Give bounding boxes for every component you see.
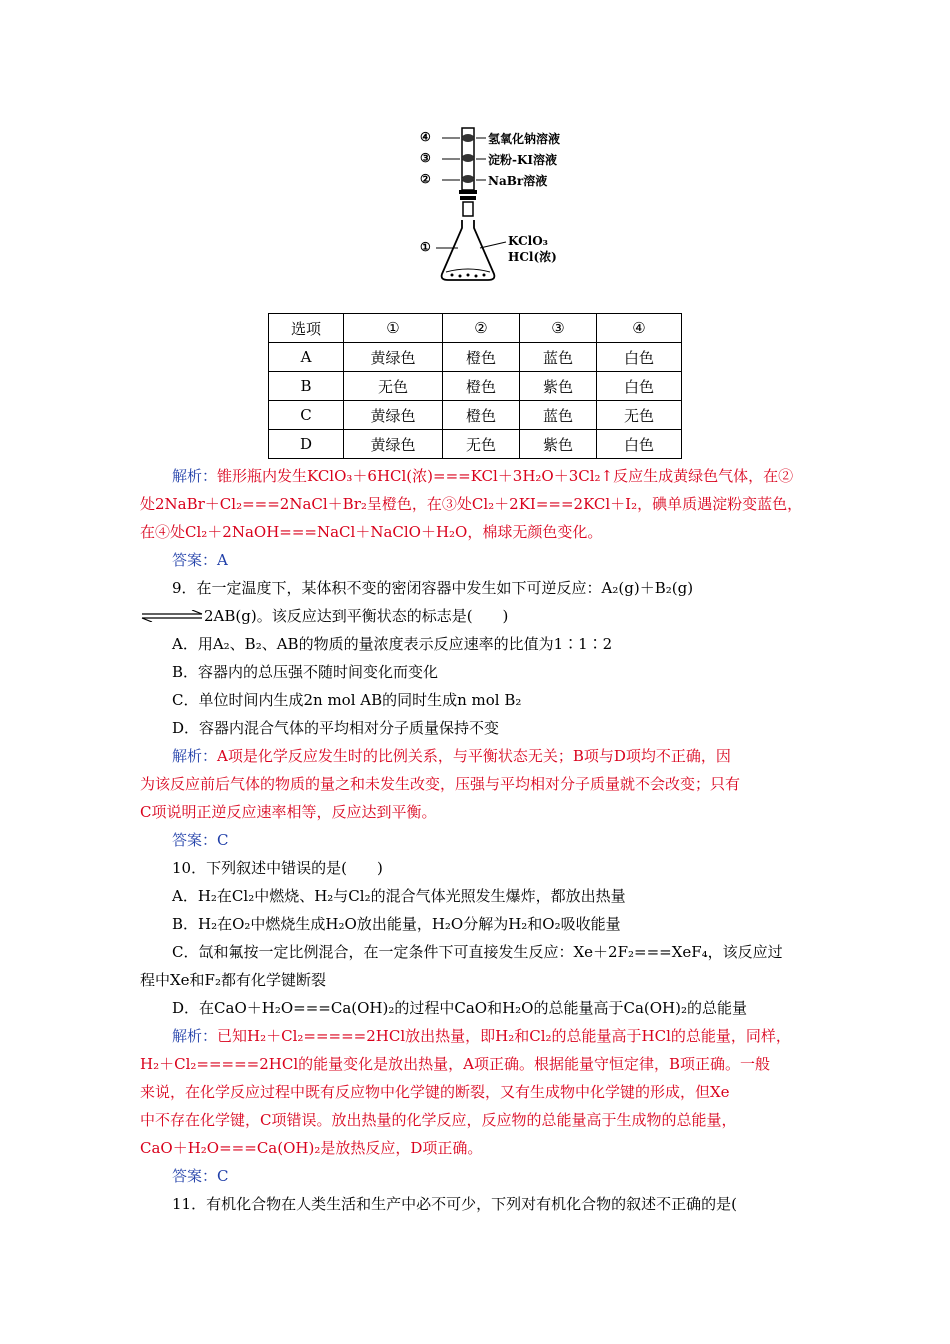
q8-analysis-line <box>172 466 793 486</box>
q10-stem: 10．下列叙述中错误的是( ) <box>172 859 383 877</box>
reagent-naoh: 氢氧化钠溶液 <box>488 132 561 146</box>
answer-value: A <box>217 551 228 569</box>
q10-option-a: A．H₂在Cl₂中燃烧、H₂与Cl₂的混合气体光照发生爆炸，都放出热量 <box>172 887 626 905</box>
q10-option-b: B．H₂在O₂中燃烧生成H₂O放出能量，H₂O分解为H₂和O₂吸收能量 <box>172 915 621 933</box>
table-cell: 无色 <box>344 372 443 401</box>
table-cell: 白色 <box>597 343 682 372</box>
table-cell: 白色 <box>597 430 682 459</box>
apparatus-drawing <box>418 124 588 292</box>
table-cell: 紫色 <box>520 372 597 401</box>
table-cell: 无色 <box>597 401 682 430</box>
q10-analysis-line: 来说，在化学反应过程中既有反应物中化学键的断裂，又有生成物中化学键的形成，但Xe <box>140 1083 730 1101</box>
table-cell: C <box>269 401 344 430</box>
q10-analysis-line: 中不存在化学键，C项错误。放出热量的化学反应，反应物的总能量高于生成物的总能量， <box>140 1111 737 1129</box>
table-header-cell: ④ <box>597 314 682 343</box>
reagent-kclo3: KClO₃ <box>508 234 548 248</box>
q9-option-a: A．用A₂、B₂、AB的物质的量浓度表示反应速率的比值为1∶1∶2 <box>172 635 613 653</box>
label-3: ③ <box>420 151 431 165</box>
q9-answer <box>172 830 229 850</box>
q8-answer <box>172 550 228 570</box>
table-header-cell: ① <box>344 314 443 343</box>
answer-value: C <box>217 1167 229 1185</box>
q9-analysis-line: C项说明正逆反应速率相等，反应达到平衡。 <box>140 803 437 821</box>
reagent-nabr: NaBr溶液 <box>488 174 548 188</box>
q10-answer <box>172 1166 229 1186</box>
q11-stem: 11．有机化合物在人类生活和生产中必不可少，下列对有机化合物的叙述不正确的是( <box>172 1195 737 1213</box>
q10-analysis-line: CaO＋H₂O===Ca(OH)₂是放热反应，D项正确。 <box>140 1139 483 1157</box>
q10-option-c-cont: 程中Xe和F₂都有化学键断裂 <box>140 971 326 989</box>
table-cell: 蓝色 <box>520 401 597 430</box>
analysis-text: 已知H₂＋Cl₂=====2HCl放出热量，即H₂和Cl₂的总能量高于HCl的总能量，同样， <box>217 1027 791 1045</box>
q8-analysis-line: 处2NaBr＋Cl₂===2NaCl＋Br₂呈橙色，在③处Cl₂＋2KI===2KCl＋I₂，碘单质遇淀粉变蓝色， <box>140 495 803 513</box>
label-2: ② <box>420 172 431 186</box>
q10-analysis-line: H₂＋Cl₂=====2HCl的能量变化是放出热量，A项正确。根据能量守恒定律，B项正确。一般 <box>140 1055 770 1073</box>
table-cell: D <box>269 430 344 459</box>
options-table <box>268 313 682 459</box>
q9-analysis-line <box>172 746 731 766</box>
table-header-cell: ② <box>443 314 520 343</box>
q10-option-c: C．氙和氟按一定比例混合，在一定条件下可直接发生反应：Xe＋2F₂===XeF₄，该反应过 <box>172 943 783 961</box>
analysis-label: 解析： <box>172 747 218 765</box>
q8-analysis-line: 在④处Cl₂＋2NaOH===NaCl＋NaClO＋H₂O，棉球无颜色变化。 <box>140 523 603 541</box>
table-header-cell: 选项 <box>269 314 344 343</box>
analysis-label: 解析： <box>172 467 218 485</box>
table-row <box>269 343 682 372</box>
table-cell: 橙色 <box>443 401 520 430</box>
table-header-row <box>269 314 682 343</box>
equilibrium-arrow-icon <box>140 607 204 627</box>
answer-label: 答案： <box>172 1167 218 1185</box>
table-cell: 蓝色 <box>520 343 597 372</box>
table-cell: 黄绿色 <box>344 430 443 459</box>
table-cell: 黄绿色 <box>344 343 443 372</box>
q9-option-b: B．容器内的总压强不随时间变化而变化 <box>172 663 439 681</box>
q9-stem: 9．在一定温度下，某体积不变的密闭容器中发生如下可逆反应：A₂(g)＋B₂(g) <box>172 579 694 597</box>
table-cell: 橙色 <box>443 372 520 401</box>
q9-option-c: C．单位时间内生成2n mol AB的同时生成n mol B₂ <box>172 691 522 709</box>
apparatus-figure <box>418 124 588 292</box>
table-cell: A <box>269 343 344 372</box>
q9-stem-cont <box>140 606 508 627</box>
q9-option-d: D．容器内混合气体的平均相对分子质量保持不变 <box>172 719 500 737</box>
table-header-cell: ③ <box>520 314 597 343</box>
table-row <box>269 372 682 401</box>
label-1: ① <box>420 240 431 254</box>
q10-option-d: D．在CaO＋H₂O===Ca(OH)₂的过程中CaO和H₂O的总能量高于Ca(OH)₂的总能量 <box>172 999 747 1017</box>
table-cell: 白色 <box>597 372 682 401</box>
q9-stem-text: 2AB(g)。该反应达到平衡状态的标志是( ) <box>204 607 509 625</box>
q9-analysis-line: 为该反应前后气体的物质的量之和未发生改变，压强与平均相对分子质量就不会改变；只有 <box>140 775 741 793</box>
table-cell: 紫色 <box>520 430 597 459</box>
table-cell: 橙色 <box>443 343 520 372</box>
analysis-label: 解析： <box>172 1027 218 1045</box>
table-cell: 无色 <box>443 430 520 459</box>
table-row <box>269 430 682 459</box>
analysis-text: 锥形瓶内发生KClO₃＋6HCl(浓)===KCl＋3H₂O＋3Cl₂↑反应生成黄绿色气体，在② <box>217 467 794 485</box>
answer-label: 答案： <box>172 831 218 849</box>
q10-analysis-line <box>172 1026 791 1046</box>
label-4: ④ <box>420 130 431 144</box>
table-cell: 黄绿色 <box>344 401 443 430</box>
table-row <box>269 401 682 430</box>
answer-label: 答案： <box>172 551 218 569</box>
analysis-text: A项是化学反应发生时的比例关系，与平衡状态无关；B项与D项均不正确，因 <box>217 747 731 765</box>
answer-value: C <box>217 831 229 849</box>
reagent-starch-ki: 淀粉-KI溶液 <box>488 153 558 167</box>
reagent-hcl: HCl(浓) <box>508 250 557 264</box>
table-cell: B <box>269 372 344 401</box>
